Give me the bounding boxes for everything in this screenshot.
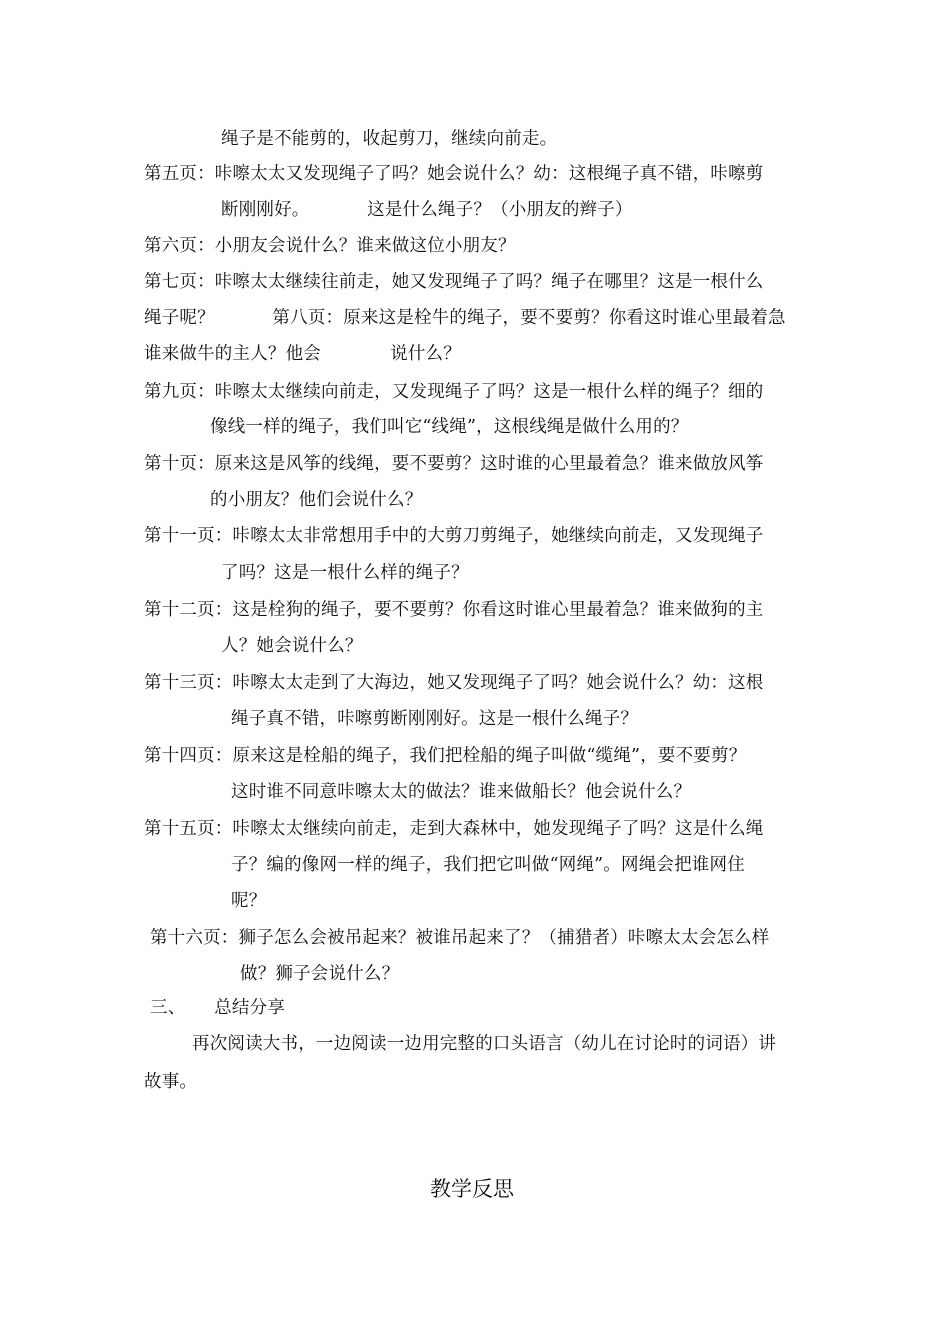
text-line: 做？狮子会说什么？ — [240, 964, 400, 984]
text-line: 的小朋友？他们会说什么？ — [210, 490, 423, 510]
text-line: 第十六页：狮子怎么会被吊起来？被谁吊起来了？（捕猎者）咔嚓太太会怎么样 — [150, 928, 770, 948]
text-line: 绳子真不错，咔嚓剪断刚刚好。这是一根什么绳子？ — [231, 709, 639, 729]
text-line: 谁来做牛的主人？他会 说什么？ — [144, 344, 461, 364]
text-line: 再次阅读大书，一边阅读一边用完整的口头语言（幼儿在讨论时的词语）讲 — [192, 1034, 777, 1054]
text-line: 第十五页：咔嚓太太继续向前走，走到大森林中，她发现绳子了吗？这是什么绳 — [144, 819, 764, 839]
text-line: 第九页：咔嚓太太继续向前走，又发现绳子了吗？这是一根什么样的绳子？细的 — [144, 382, 764, 402]
text-line: 绳子呢？ 第八页：原来这是栓牛的绳子，要不要剪？你看这时谁心里最着急 — [144, 308, 786, 328]
section-heading-summary: 三、 总结分享 — [150, 998, 286, 1018]
section-title: 教学反思 — [430, 1177, 514, 1201]
text-line: 绳子是不能剪的，收起剪刀，继续向前走。 — [221, 129, 558, 149]
text-line: 呢？ — [231, 891, 267, 911]
text-line: 第六页：小朋友会说什么？谁来做这位小朋友？ — [144, 236, 516, 256]
text-line: 像线一样的绳子，我们叫它“线绳”，这根线绳是做什么用的？ — [210, 417, 689, 437]
text-line: 第七页：咔嚓太太继续往前走，她又发现绳子了吗？绳子在哪里？这是一根什么 — [144, 272, 764, 292]
text-line: 人？她会说什么？ — [221, 636, 363, 656]
text-line: 第十三页：咔嚓太太走到了大海边，她又发现绳子了吗？她会说什么？幼：这根 — [144, 673, 764, 693]
text-line: 第十四页：原来这是栓船的绳子，我们把栓船的绳子叫做“缆绳”，要不要剪？ — [144, 746, 747, 766]
text-line: 了吗？这是一根什么样的绳子？ — [221, 563, 469, 583]
text-line: 断刚刚好。 这是什么绳子？（小朋友的辫子） — [221, 200, 633, 220]
text-line: 这时谁不同意咔嚓太太的做法？谁来做船长？他会说什么？ — [231, 782, 692, 802]
text-line: 第十一页：咔嚓太太非常想用手中的大剪刀剪绳子，她继续向前走，又发现绳子 — [144, 526, 764, 546]
text-line: 第十二页：这是栓狗的绳子，要不要剪？你看这时谁心里最着急？谁来做狗的主 — [144, 600, 764, 620]
text-line: 故事。 — [144, 1072, 198, 1092]
text-line: 子？编的像网一样的绳子，我们把它叫做“网绳”。网绳会把谁网住 — [231, 855, 745, 875]
text-line: 第五页：咔嚓太太又发现绳子了吗？她会说什么？幼：这根绳子真不错，咔嚓剪 — [144, 164, 764, 184]
text-line: 第十页：原来这是风筝的线绳，要不要剪？这时谁的心里最着急？谁来做放风筝 — [144, 454, 764, 474]
